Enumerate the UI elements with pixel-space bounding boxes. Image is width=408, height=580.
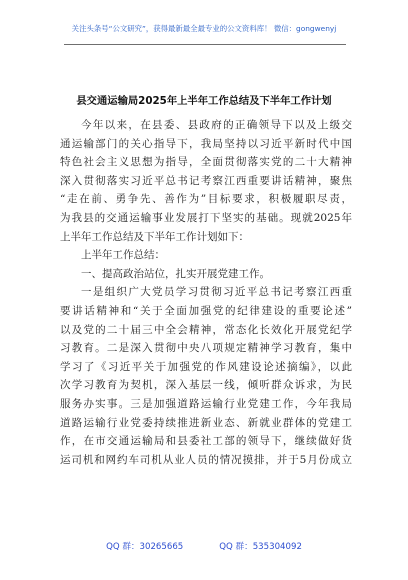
body-line: 作，在市交通运输局和县委社工部的领导下，继续做好货 bbox=[60, 435, 352, 448]
body-line: 今年以来，在县委、县政府的正确领导下以及上级交 bbox=[81, 119, 352, 131]
document-body bbox=[60, 116, 352, 469]
footer-qq-group-2: QQ 群：535304092 bbox=[219, 542, 302, 552]
body-line: 习教育。二是深入贯彻中央八项规定精神学习教育，集中 bbox=[60, 342, 352, 355]
body-line: 以及党的二十届三中全会精神，常态化长效化开展党纪学 bbox=[60, 323, 352, 336]
body-line: 要讲话精神和“关于全面加强党的纪律建设的重要论述” bbox=[60, 304, 352, 317]
body-line: 次学习教育为契机，深入基层一线，倾听群众诉求，为民 bbox=[60, 379, 352, 392]
body-line: 运司机和网约车司机从业人员的情况摸排，并于5月份成立 bbox=[60, 453, 352, 466]
body-line: “走在前、勇争先、善作为”目标要求，积极履职尽责， bbox=[60, 193, 352, 206]
body-line: 特色社会主义思想为指导，全面贯彻落实党的二十大精神 bbox=[60, 156, 352, 169]
document-title: 县交通运输局2025年上半年工作总结及下半年工作计划 bbox=[76, 95, 332, 107]
header-divider bbox=[64, 44, 346, 45]
body-line: 深入贯彻落实习近平总书记考察江西重要讲话精神，聚焦 bbox=[60, 174, 352, 187]
footer-qq-group-1: QQ 群：30265665 bbox=[106, 542, 184, 552]
body-line: 学习了《习近平关于加强党的作风建设论述摘编》，以此 bbox=[60, 360, 352, 373]
header-notice: 关注头条号“公文研究”，获得最新最全最专业的公文资料库！ 微信：gongwenyj bbox=[71, 24, 337, 33]
body-line: 上半年工作总结： bbox=[81, 249, 165, 262]
body-line: 服务办实事。三是加强道路运输行业党建工作，今年我局 bbox=[60, 397, 352, 410]
body-line: 一是组织广大党员学习贯彻习近平总书记考察江西重 bbox=[81, 286, 352, 299]
body-line: 上半年工作总结及下半年工作计划如下： bbox=[60, 230, 249, 243]
body-line: 通运输部门的关心指导下，我局坚持以习近平新时代中国 bbox=[60, 137, 352, 150]
footer-contacts bbox=[0, 540, 408, 552]
body-line: 为我县的交通运输事业发展打下坚实的基础。现就2025年 bbox=[60, 211, 352, 224]
body-line: 道路运输行业党委持续推进新业态、新就业群体的党建工 bbox=[60, 416, 352, 429]
body-line: 一、提高政治站位，扎实开展党建工作。 bbox=[81, 267, 270, 280]
